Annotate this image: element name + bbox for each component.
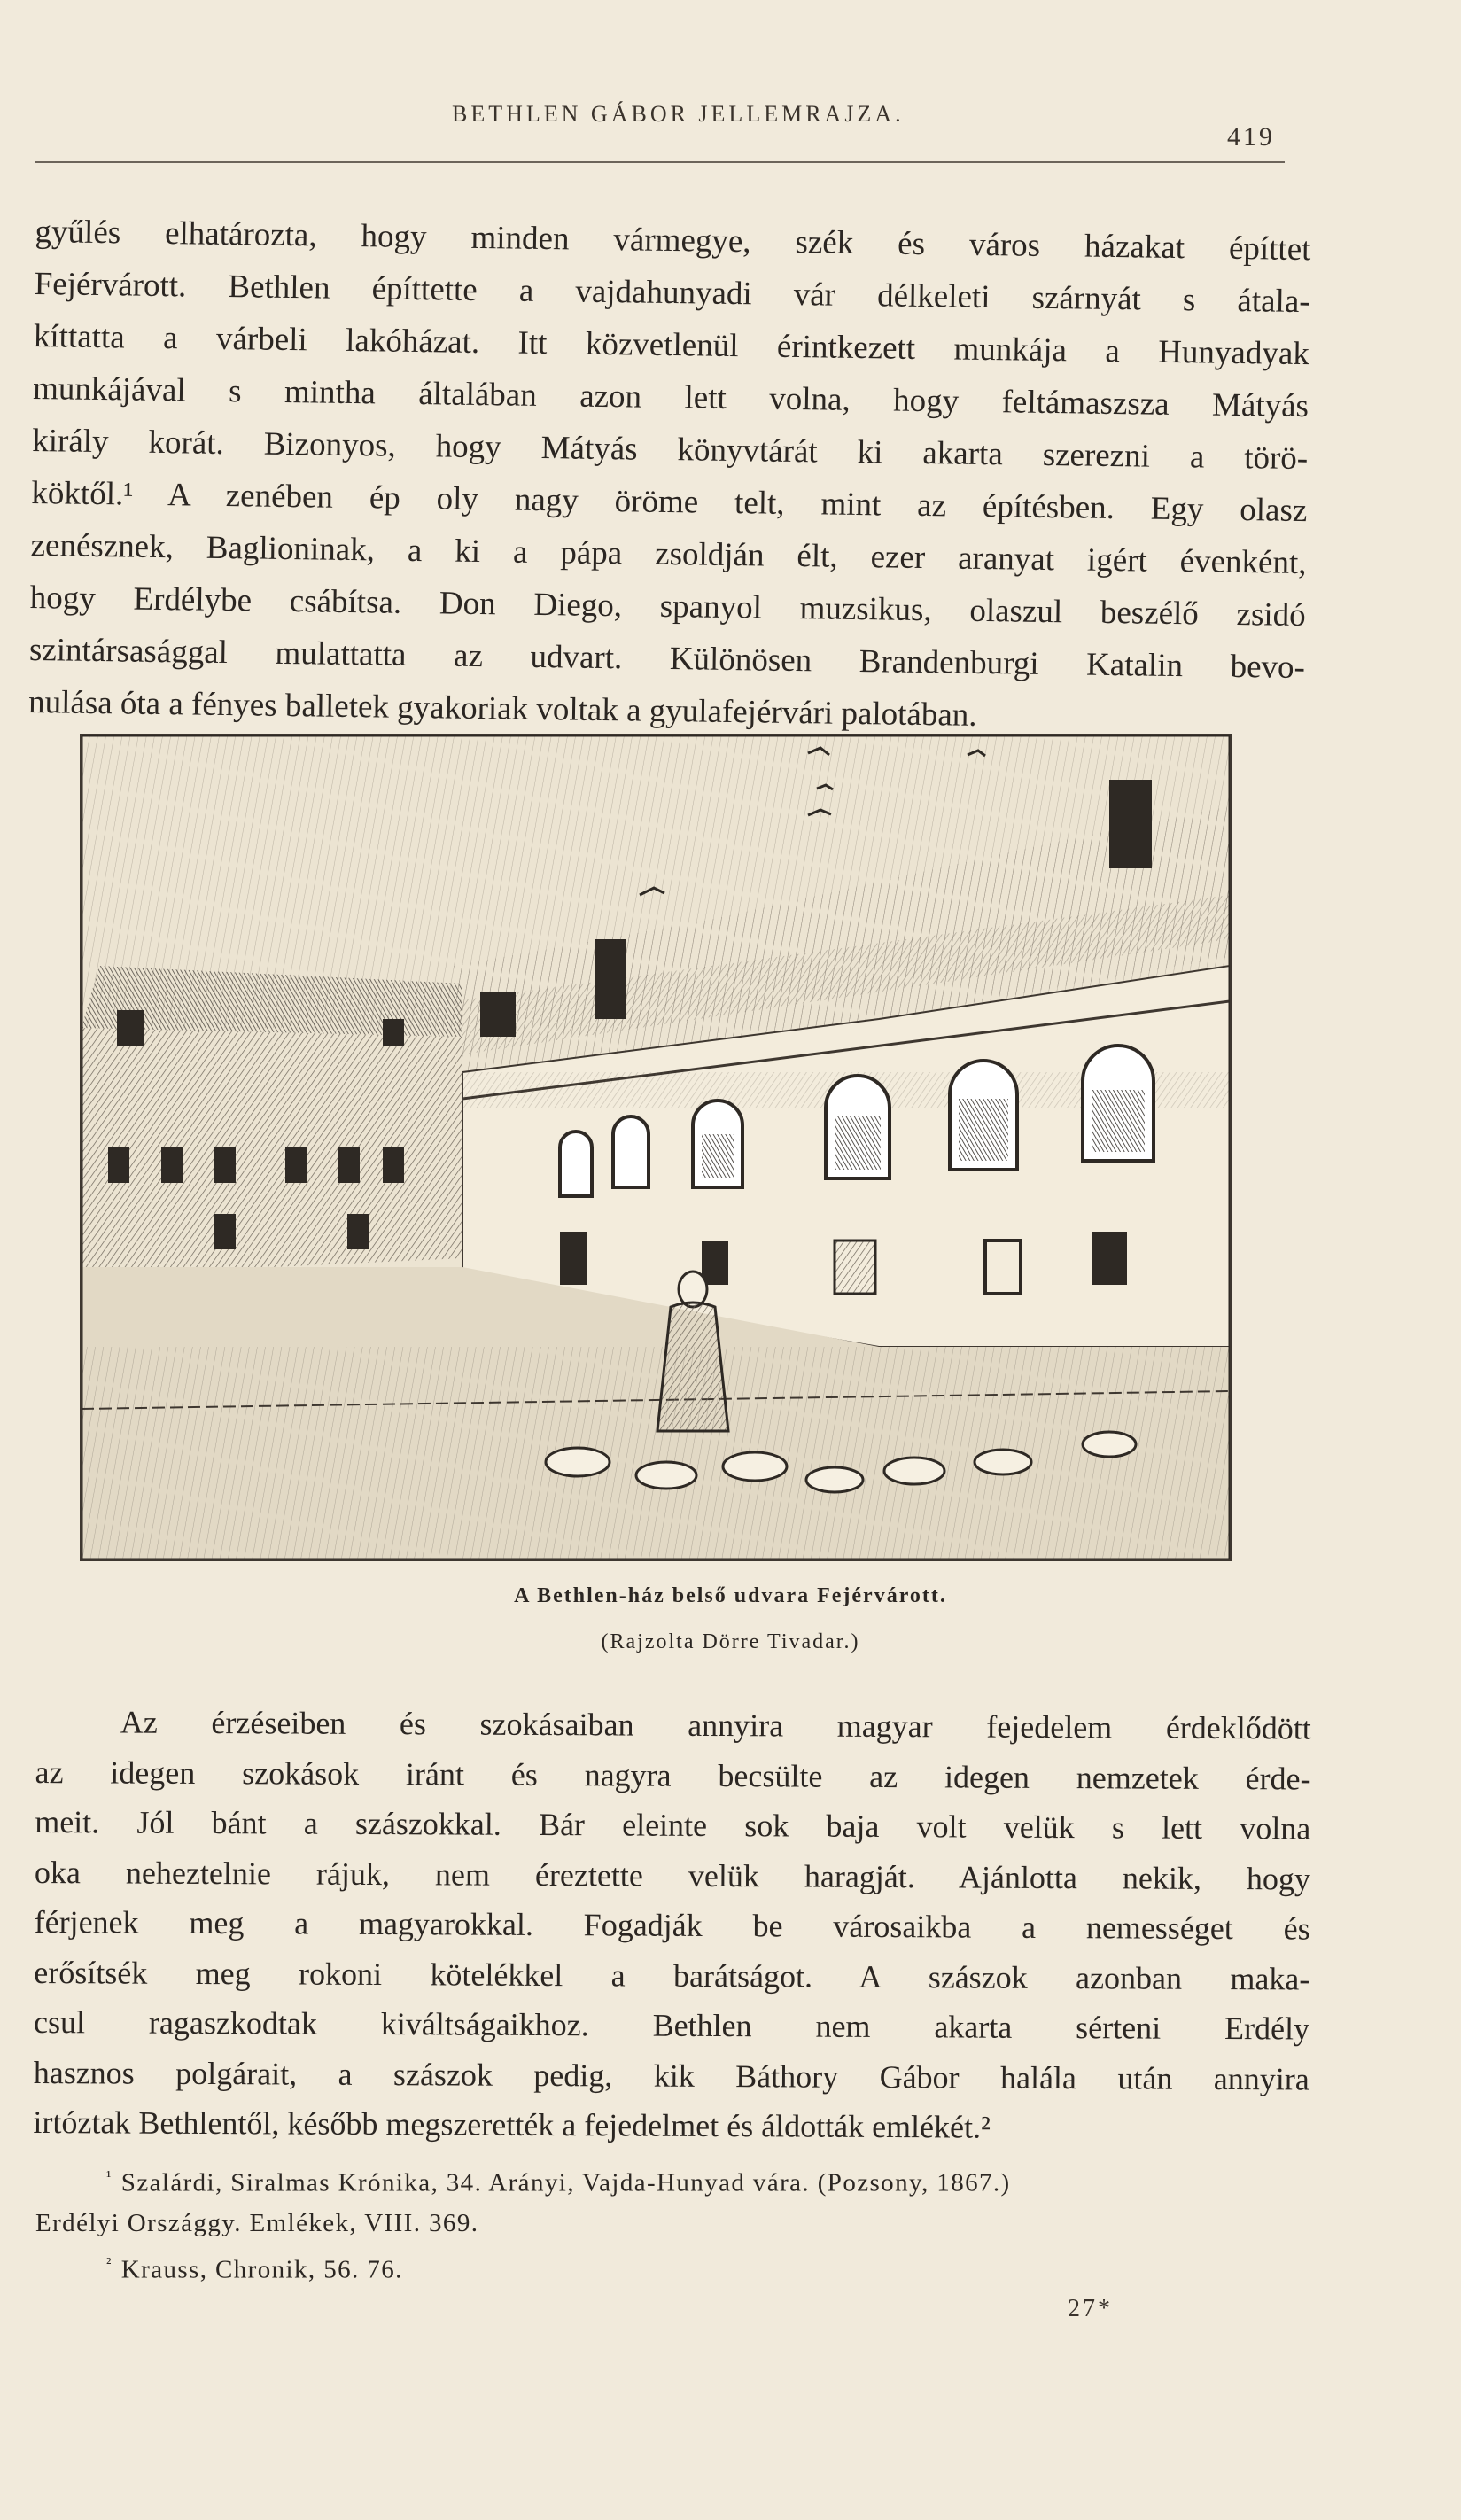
footnote-marker: ² — [106, 2253, 113, 2272]
footnote-marker: ¹ — [106, 2167, 113, 2185]
paragraph-bottom — [33, 1697, 1311, 2154]
text-line: zenésznek, Baglioninak, a ki a pápa zsoldján élt, ezer aranyat igért évenként, — [30, 526, 1307, 582]
footnote-text: Szalárdi, Siralmas Krónika, 34. Arányi, Vajda-Hunyad vára. (Pozsony, 1867.) — [120, 2168, 1011, 2197]
text-line: szintársasággal mulattatta az udvart. Különösen Brandenburgi Katalin bevo- — [28, 631, 1306, 687]
footnotes — [35, 2157, 1294, 2290]
text-line: irtóztak Bethlentől, később megszerették a fejedelmet és áldották emlékét.² — [33, 2104, 991, 2145]
text-line: oka neheztelnie rájuk, nem éreztette velük haragját. Ajánlotta nekik, hogy — [34, 1854, 1311, 1897]
footnote-2 — [35, 2244, 1294, 2291]
footnote-1 — [35, 2157, 1294, 2204]
figure-credit: (Rajzolta Dörre Tivadar.) — [601, 1630, 860, 1653]
text-line: Az érzéseiben és szokásaiban annyira magyar fejedelem érdeklődött — [120, 1704, 1311, 1746]
text-line: férjenek meg a magyarokkal. Fogadják be városaikba a nemességet és — [34, 1903, 1310, 1947]
text-line: gyűlés elhatározta, hogy minden vármegye, szék és város házakat építtet — [35, 213, 1311, 268]
figure-caption: A Bethlen-ház belső udvara Fejérvárott. — [514, 1584, 947, 1607]
footnote-text: Krauss, Chronik, 56. 76. — [120, 2255, 403, 2284]
paragraph-top — [28, 206, 1311, 746]
text-line: köktől.¹ A zenében ép oly nagy öröme telt, mint az építésben. Egy olasz — [31, 474, 1308, 530]
text-line: munkájával s mintha általában azon lett volna, hogy feltámaszsza Mátyás — [32, 369, 1309, 425]
text-line: erősítsék meg rokoni kötelékkel a barátságot. A szászok azonban maka- — [34, 1954, 1310, 1997]
page-number: 419 — [1227, 122, 1275, 152]
running-head — [35, 92, 1285, 163]
text-line: meit. Jól bánt a szászokkal. Bár eleinte sok baja volt velük s lett volna — [35, 1803, 1311, 1847]
text-line: nulása óta a fényes balletek gyakoriak voltak a gyulafejérvári palotában. — [27, 683, 977, 734]
courtyard-illustration — [80, 734, 1232, 1561]
text-line: az idegen szokások iránt és nagyra becsülte az idegen nemzetek érde- — [35, 1754, 1311, 1797]
footnote-1-continued: Erdélyi Országgy. Emlékek, VIII. 369. — [35, 2208, 479, 2237]
text-line: király korát. Bizonyos, hogy Mátyás könyvtárát ki akarta szerezni a törö- — [32, 422, 1309, 478]
text-line: hasznos polgárait, a szászok pedig, kik Báthory Gábor halála után annyira — [33, 2054, 1309, 2097]
text-line: hogy Erdélybe csábítsa. Don Diego, spanyol muzsikus, olaszul beszélő zsidó — [29, 579, 1306, 634]
text-line: csul ragaszkodtak kiváltságaikhoz. Bethlen nem akarta sérteni Erdély — [33, 2003, 1310, 2047]
text-line: Fejérvárott. Bethlen építtette a vajdahunyadi vár délkeleti szárnyát s átala- — [34, 265, 1310, 321]
signature-mark: 27* — [1068, 2295, 1113, 2322]
text-line: kíttatta a várbeli lakóházat. Itt közvetlenül érintkezett munkája a Hunyadyak — [33, 317, 1310, 373]
running-title: BETHLEN GÁBOR JELLEMRAJZA. — [452, 101, 905, 127]
courtyard-engraving — [82, 735, 1230, 1559]
